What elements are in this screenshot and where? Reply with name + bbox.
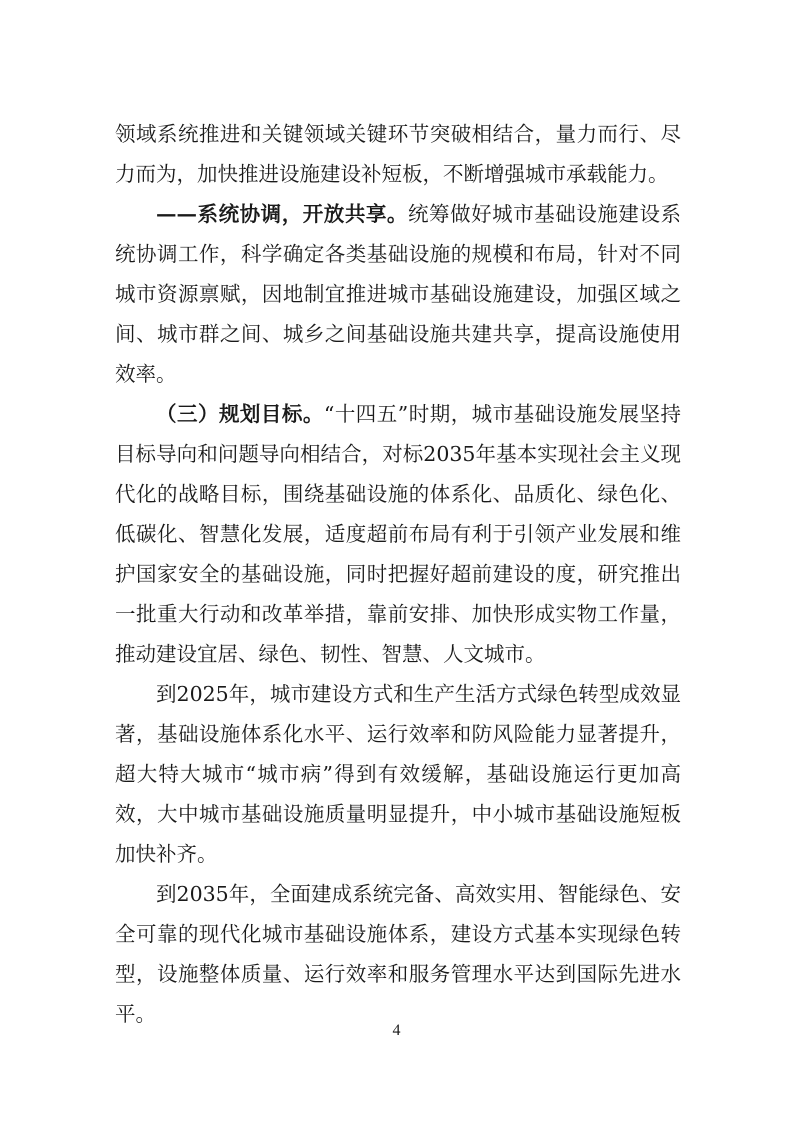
paragraph-text: 到2035年，全面建成系统完备、高效实用、智能绿色、安全可靠的现代化城市基础设施体系，建设方式基本实现绿色转型，设施整体质量、运行效率和服务管理水平达到国际先进水平。: [115, 882, 681, 1026]
paragraph-2035-goal: [115, 874, 681, 1034]
paragraph-text: 到2025年，城市建设方式和生产生活方式绿色转型成效显著，基础设施体系化水平、运行效率和防风险能力显著提升，超大特大城市“城市病”得到有效缓解，基础设施运行更加高效，大中城市基础设施质量明显提升，中小城市基础设施短板加快补齐。: [115, 682, 681, 866]
paragraph-system-coordination: [115, 194, 681, 394]
paragraph-continuation: [115, 114, 681, 194]
paragraph-text: 统筹做好城市基础设施建设系统协调工作，科学确定各类基础设施的规模和布局，针对不同城市资源禀赋，因地制宜推进城市基础设施建设，加强区域之间、城市群之间、城乡之间基础设施共建共享，提高设施使用效率。: [115, 202, 682, 386]
paragraph-lead: ——系统协调，开放共享。: [156, 202, 408, 226]
paragraph-planning-goals: [115, 394, 681, 674]
paragraph-text: 领域系统推进和关键领域关键环节突破相结合，量力而行、尽力而为，加快推进设施建设补短板，不断增强城市承载能力。: [115, 122, 681, 186]
body-text: [115, 114, 681, 1034]
paragraph-2025-goal: [115, 674, 681, 874]
page-number: 4: [392, 1022, 401, 1039]
paragraph-lead: （三）规划目标。: [156, 402, 324, 426]
paragraph-text: “十四五”时期，城市基础设施发展坚持目标导向和问题导向相结合，对标2035年基本实现社会主义现代化的战略目标，围绕基础设施的体系化、品质化、绿色化、低碳化、智慧化发展，适度超前布局有利于引领产业发展和维护国家安全的基础设施，同时把握好超前建设的度，研究推出一批重大行动和改革举措，靠前安排、加快形成实物工作量，推动建设宜居、绿色、韧性、智慧、人文城市。: [115, 402, 682, 666]
